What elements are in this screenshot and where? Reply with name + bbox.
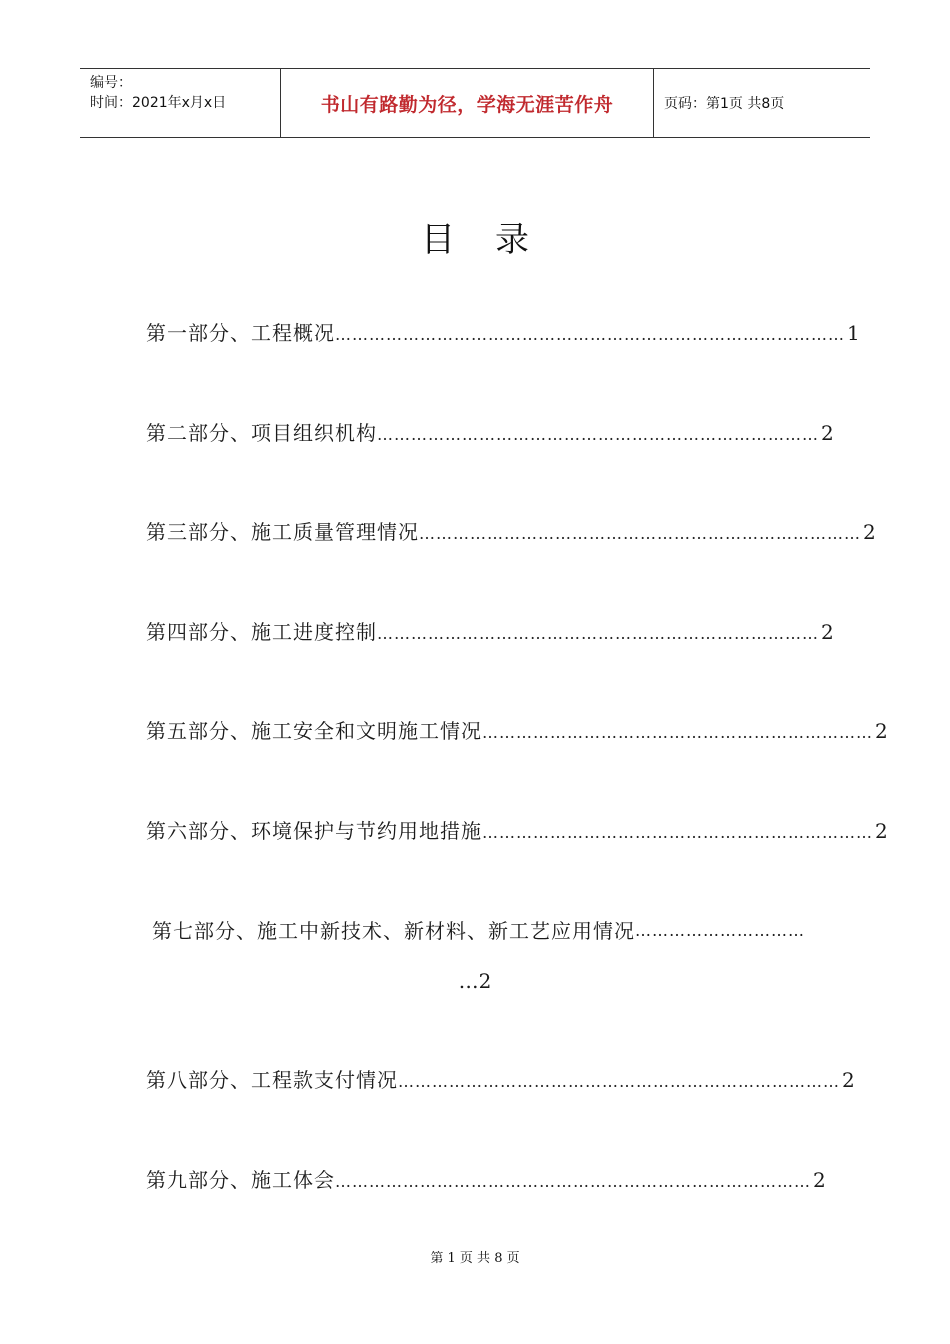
toc-page-number: 2 xyxy=(863,520,876,544)
toc-entry-wrapped[interactable] xyxy=(146,916,804,996)
toc-entry-label: 第一部分、工程概况 xyxy=(146,321,335,345)
header-motto: 书山有路勤为径，学海无涯苦作舟 xyxy=(281,69,654,137)
toc-entry[interactable] xyxy=(146,716,888,746)
toc-page-number: 1 xyxy=(847,321,860,345)
toc-entry-label: 第六部分、环境保护与节约用地措施 xyxy=(146,819,482,843)
toc-entry-label: 第八部分、工程款支付情况 xyxy=(146,1068,398,1092)
toc-entry[interactable] xyxy=(146,318,860,348)
toc-leader-dots: …………………………………………………………………… xyxy=(398,1072,840,1091)
toc-leader-dots: ………………………………………………………………………… xyxy=(335,1172,811,1191)
toc-leader-dots: …………………………………………………………………… xyxy=(377,425,819,444)
toc-leader-dots: …………………………………………………………………… xyxy=(377,624,819,643)
toc-entry-label: 第七部分、施工中新技术、新材料、新工艺应用情况 xyxy=(152,919,635,943)
toc-entry[interactable] xyxy=(146,517,876,547)
toc-entry[interactable] xyxy=(146,617,834,647)
toc-page-number: 2 xyxy=(875,719,888,743)
toc-entry-label: 第二部分、项目组织机构 xyxy=(146,421,377,445)
toc-leader-dots: …………………………………………………………… xyxy=(482,823,873,842)
toc-entry-label: 第四部分、施工进度控制 xyxy=(146,620,377,644)
toc-leader-dots: ……………………………………………………………………………… xyxy=(335,325,845,344)
toc-entry-label: 第三部分、施工质量管理情况 xyxy=(146,520,419,544)
page-footer: 第 1 页 共 8 页 xyxy=(430,1251,520,1266)
toc-page-number: 2 xyxy=(821,620,834,644)
toc-leader-dots: ………………………… xyxy=(635,921,805,940)
toc-page-number: 2 xyxy=(842,1068,855,1092)
header-meta xyxy=(80,69,281,137)
toc-leader-dots: …………………………………………………………… xyxy=(482,723,873,742)
header-page-info: 页码：第1页 共8页 xyxy=(664,96,785,112)
document-number-label: 编号： xyxy=(90,75,132,91)
toc-page-number: 2 xyxy=(875,819,888,843)
toc-entry[interactable] xyxy=(146,816,888,846)
toc-entry-label: 第九部分、施工体会 xyxy=(146,1168,335,1192)
toc-entry-label: 第五部分、施工安全和文明施工情况 xyxy=(146,719,482,743)
toc-page-number: 2 xyxy=(813,1168,826,1192)
toc-leader-dots: …………………………………………………………………… xyxy=(419,524,861,543)
toc-page-number: 2 xyxy=(821,421,834,445)
page-header xyxy=(80,68,870,138)
toc-entry-continuation: …2 xyxy=(458,969,492,993)
page-title: 目录 xyxy=(421,220,569,260)
toc-entry[interactable] xyxy=(146,418,834,448)
document-date-label: 时间：2021年x月x日 xyxy=(90,95,227,111)
toc-entry[interactable] xyxy=(146,1065,855,1095)
toc-entry[interactable] xyxy=(146,1165,826,1195)
